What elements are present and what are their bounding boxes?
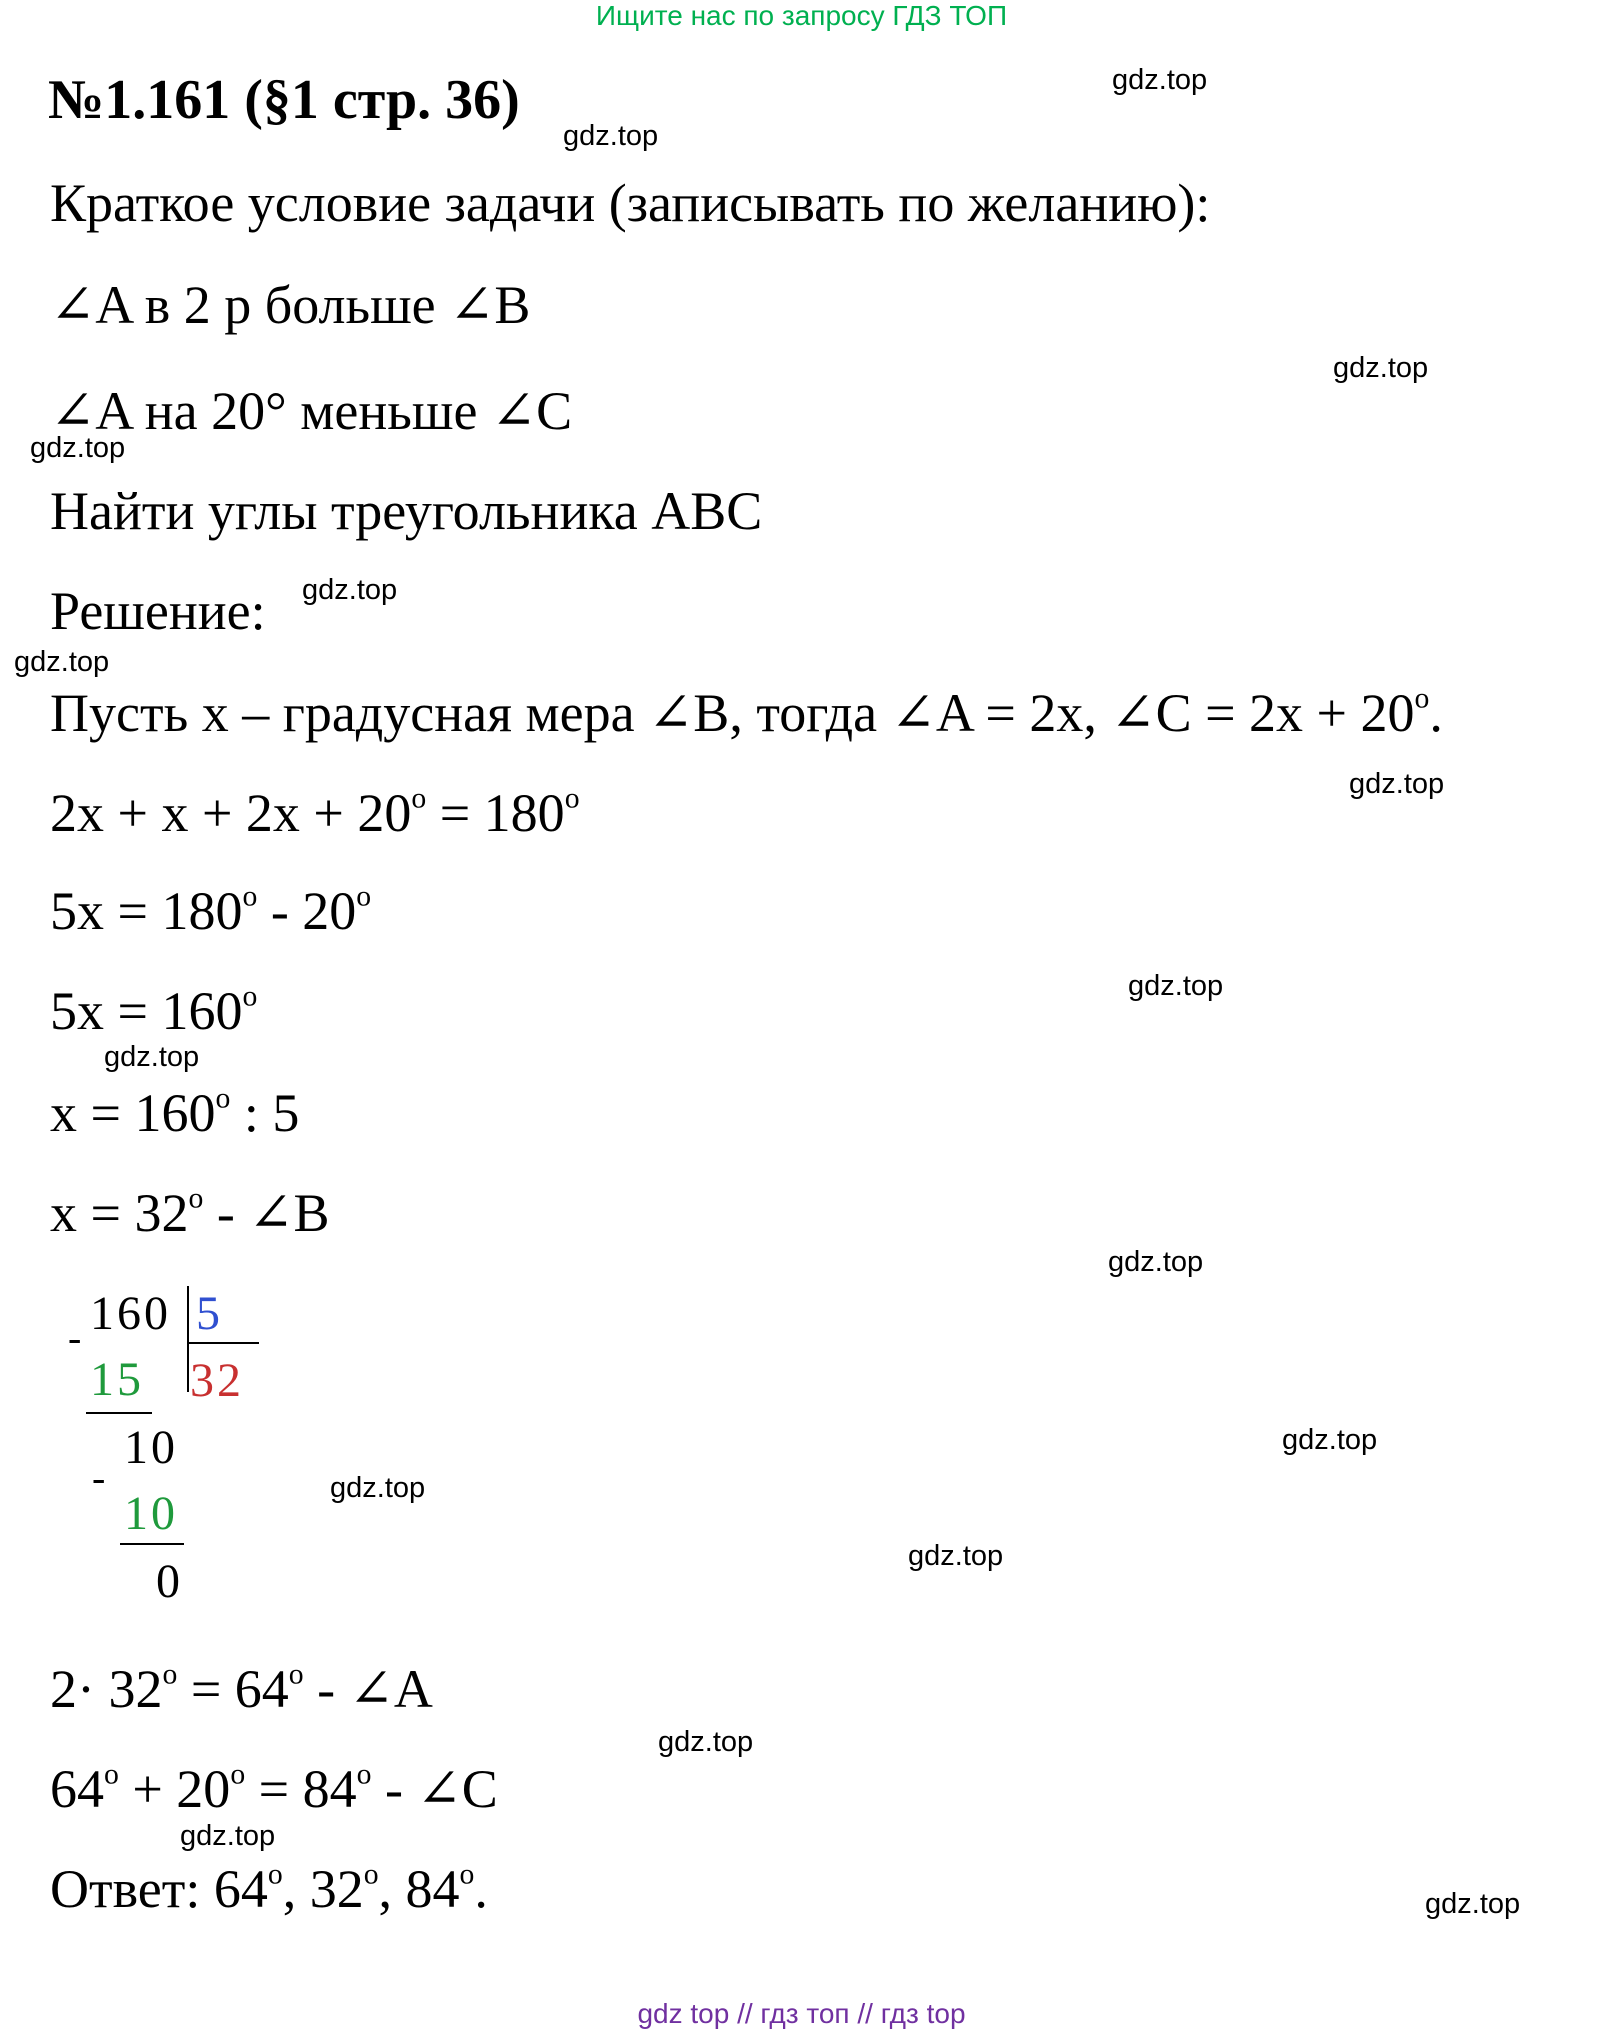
division-subtrahend-1: 15: [90, 1353, 144, 1406]
step-angle-c: $64^o + 20^o = 84^o$ - ∠C: [50, 1758, 498, 1819]
page-title: №1.161 (§1 стр. 36): [48, 69, 520, 131]
footer: gdz top // гдз топ // гдз top: [637, 1998, 966, 2029]
division-vertical-bar: [187, 1286, 189, 1392]
division-remainder-1: 10: [124, 1421, 178, 1474]
watermark: gdz.top: [658, 1726, 754, 1758]
answer-line: Ответ: 64$^o$, 32$^o$, 84$^o$.: [50, 1858, 488, 1919]
watermark: gdz.top: [563, 120, 659, 152]
watermark: gdz.top: [104, 1041, 200, 1073]
division-underline-1: [86, 1412, 152, 1414]
division-divisor: 5: [196, 1287, 223, 1340]
watermark: gdz.top: [1349, 768, 1445, 800]
division-minus-2: -: [92, 1455, 106, 1500]
division-quotient-line: [187, 1342, 259, 1344]
condition-line-2: ∠A на 20° меньше ∠C: [50, 381, 573, 441]
division-minus-1: -: [68, 1315, 82, 1360]
top-banner: Ищите нас по запросу ГДЗ ТОП: [595, 0, 1008, 31]
equation-5: $x = 32^o$ - ∠B: [50, 1182, 330, 1243]
condition-heading: Краткое условие задачи (записывать по желанию):: [50, 173, 1211, 233]
equation-2: $5x = 180^o - 20^o$: [50, 880, 372, 941]
solution-heading: Решение:: [50, 581, 266, 641]
solution-let-line: Пусть x – градусная мера ∠B, тогда ∠A = 2x, ∠C = $2x + 20^o$.: [50, 682, 1443, 743]
find-line: Найти углы треугольника ABC: [50, 481, 763, 541]
watermark: gdz.top: [302, 574, 398, 606]
watermark: gdz.top: [908, 1540, 1004, 1572]
division-remainder: 0: [156, 1555, 183, 1608]
watermark: gdz.top: [1425, 1888, 1521, 1920]
watermark: gdz.top: [1112, 64, 1208, 96]
condition-line-1: ∠A в 2 р больше ∠B: [50, 275, 531, 335]
division-subtrahend-2: 10: [124, 1487, 178, 1540]
watermark: gdz.top: [1128, 970, 1224, 1002]
equation-3: $5x = 160^o$: [50, 980, 258, 1041]
watermark: gdz.top: [330, 1472, 426, 1504]
division-dividend: 160: [90, 1287, 171, 1340]
watermark: gdz.top: [1282, 1424, 1378, 1456]
watermark: gdz.top: [1108, 1246, 1204, 1278]
equation-1: $2x + x + 2x + 20^o = 180^o$: [50, 782, 580, 843]
equation-4: $x = 160^o$ : 5: [50, 1082, 300, 1143]
division-underline-2: [120, 1543, 184, 1545]
watermark: gdz.top: [14, 646, 110, 678]
watermark: gdz.top: [180, 1820, 276, 1852]
division-quotient: 32: [190, 1354, 244, 1407]
watermark: gdz.top: [30, 432, 126, 464]
step-angle-a: $2\cdot 32^o = 64^o$ - ∠A: [50, 1658, 433, 1719]
watermark: gdz.top: [1333, 352, 1429, 384]
